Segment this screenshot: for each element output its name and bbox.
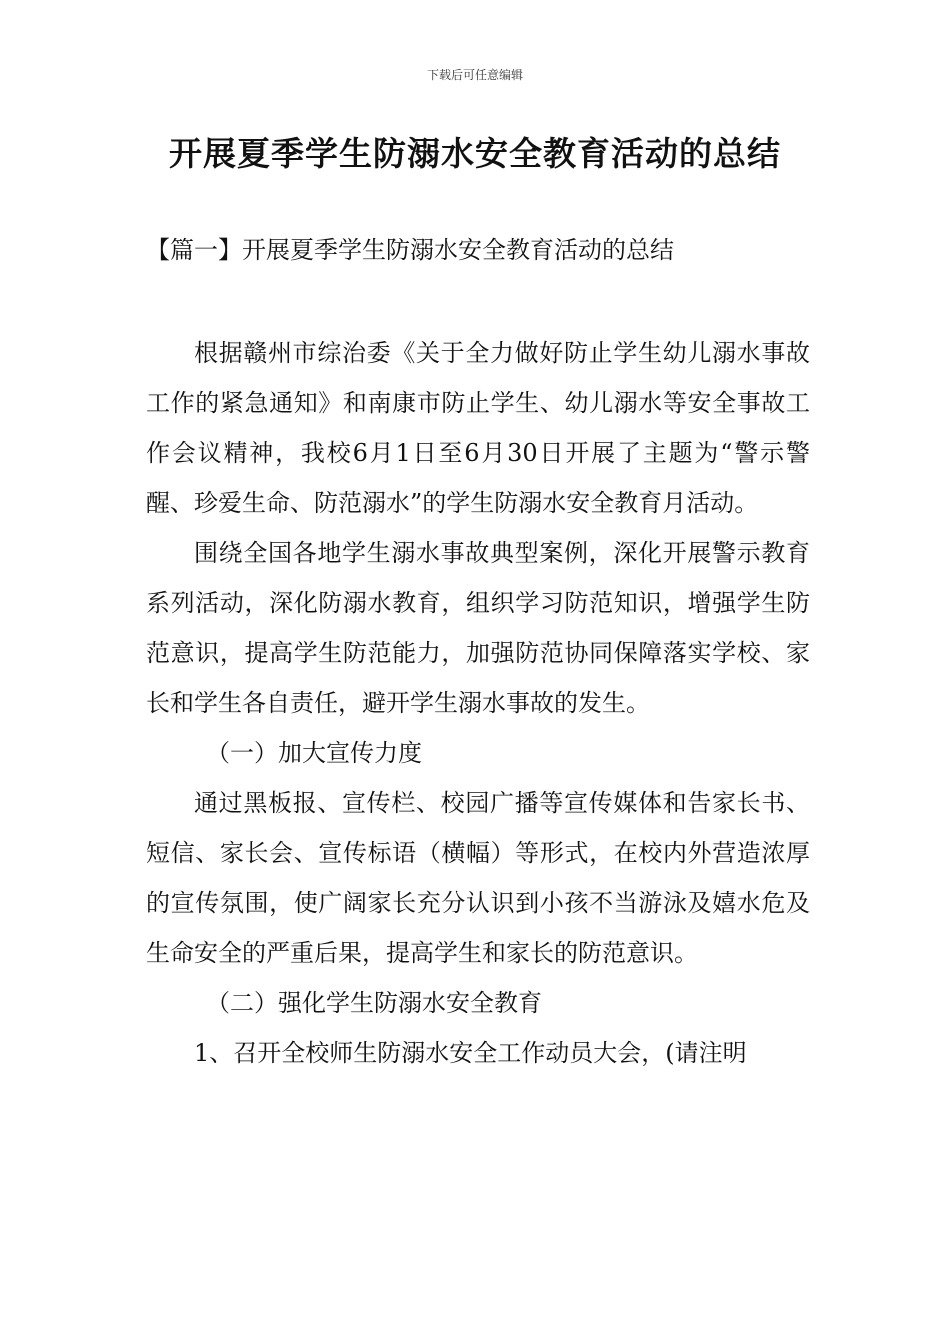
section-heading: 【篇一】开展夏季学生防溺水安全教育活动的总结 (146, 236, 674, 264)
document-title: 开展夏季学生防溺水安全教育活动的总结 (169, 134, 781, 173)
paragraph-goals: 围绕全国各地学生溺水事故典型案例，深化开展警示教育系列活动，深化防溺水教育，组织学习防范知识，增强学生防范意识，提高学生防范能力，加强防范协同保障落实学校、家长和学生各自责任，避开学生溺水事故的发生。 (146, 539, 810, 717)
paragraph-mobilization-meeting: 1、召开全校师生防溺水安全工作动员大会，(请注明 (194, 1039, 747, 1067)
paragraph-publicity: 通过黑板报、宣传栏、校园广播等宣传媒体和告家长书、短信、家长会、宣传标语（横幅）等形式，在校内外营造浓厚的宣传氛围，使广阔家长充分认识到小孩不当游泳及嬉水危及生命安全的严重后果，提高学生和家长的防范意识。 (146, 789, 810, 967)
paragraph-background: 根据赣州市综治委《关于全力做好防止学生幼儿溺水事故工作的紧急通知》和南康市防止学生、幼儿溺水等安全事故工作会议精神，我校6月1日至6月30日开展了主题为“警示警醒、珍爱生命、防范溺水”的学生防溺水安全教育月活动。 (146, 339, 810, 517)
subheading-safety-education: （二）强化学生防溺水安全教育 (206, 989, 542, 1017)
subheading-publicity: （一）加大宣传力度 (206, 739, 422, 767)
header-note: 下载后可任意编辑 (426, 68, 523, 82)
document-body (146, 328, 810, 1078)
